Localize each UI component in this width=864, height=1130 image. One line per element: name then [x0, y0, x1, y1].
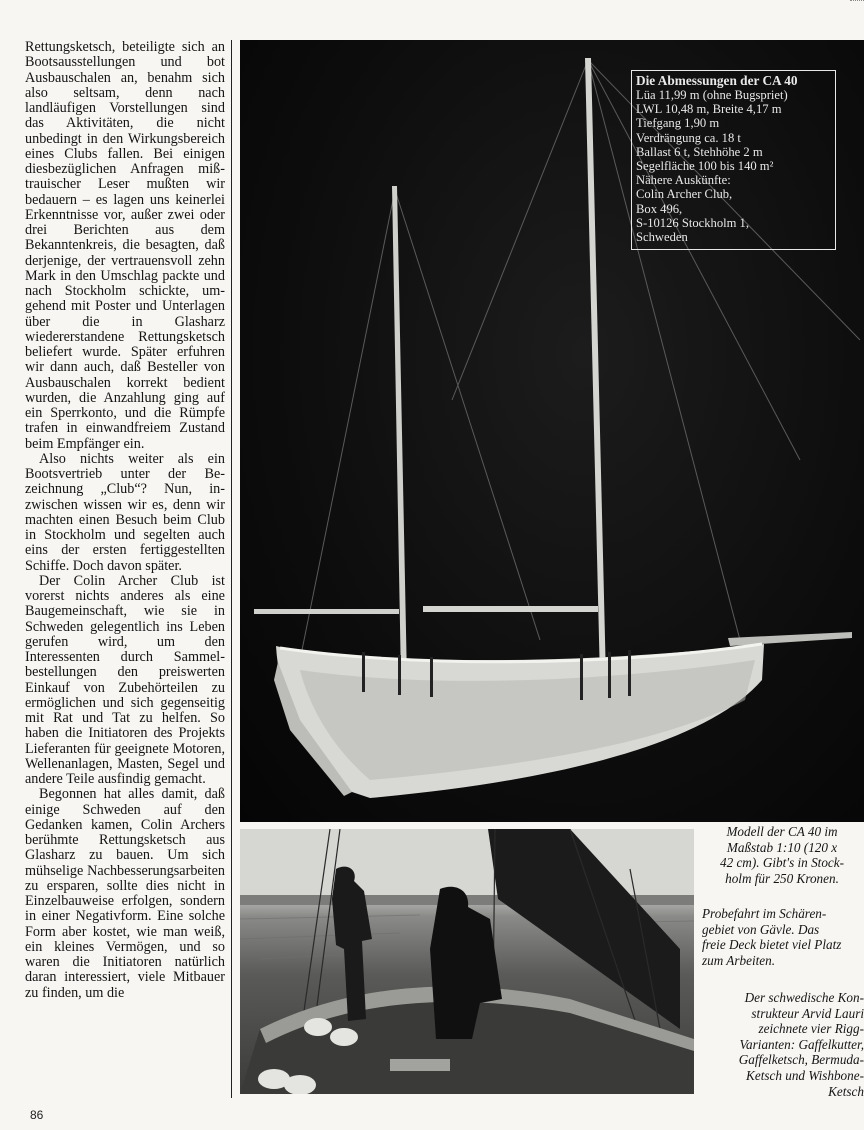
caption-trial-sail: [702, 906, 864, 968]
dimension-line: Tiefgang 1,90 m: [636, 116, 720, 131]
contact-line: Nähere Auskünfte:: [636, 173, 731, 188]
caption-line: Varianten: Gaffelkutter,: [739, 1036, 864, 1052]
caption-line: Probefahrt im Schären-: [702, 906, 827, 921]
page-number: 86: [30, 1108, 44, 1122]
caption-line: zeichnete vier Rigg-: [758, 1021, 864, 1037]
dimensions-title: Die Abmessungen der CA 40: [636, 73, 798, 88]
caption-designer: [700, 990, 864, 1099]
caption-model: [700, 824, 864, 886]
dimension-line: Segelfläche 100 bis 140 m²: [636, 159, 774, 174]
body-paragraph-2: Also nichts weiter als ein Bootsvertrieb unter der Bezeichnung „Club“? Nun, inzwischen wissen wir es, denn wir machten einen Besuch beim Club in Stockholm und segelten auch eins der ersten fertiggestellten Schiffe. Doch davon später.: [25, 450, 225, 574]
caption-line: 42 cm). Gibt's in Stock-: [719, 855, 845, 871]
trial-sail-photo: [240, 829, 694, 1094]
caption-line: zum Arbeiten.: [702, 952, 776, 968]
dimension-line: Ballast 6 t, Stehhöhe 2 m: [636, 144, 763, 159]
caption-line: gebiet von Gävle. Das: [702, 921, 820, 937]
corner-mark: [850, 0, 864, 7]
dimensions-box: [631, 70, 836, 250]
contact-line: Box 496,: [636, 201, 683, 216]
dimension-line: Verdrängung ca. 18 t: [636, 130, 741, 145]
contact-line: Colin Archer Club,: [636, 187, 733, 202]
dimension-line: Lüa 11,99 m (ohne Bugspriet): [636, 88, 788, 102]
contact-line: S-10126 Stockholm 1,: [636, 215, 749, 230]
caption-line: holm für 250 Kronen.: [725, 870, 839, 886]
body-paragraph-3: Der Colin Archer Club ist vorerst nichts anderes als eine Baugemeinschaft, wie sie in Schweden gelegentlich ins Leben gerufen wird, um den Interessenten durch Sammelbestellungen den preiswerten Einkauf von Zubehörteilen zu ermöglichen und sich gegenseitig mit Rat und Tat zu helfen. So haben die Initiatoren des Projekts Lieferanten für geeignete Motoren, Wellenanlagen, Masten, Segel und andere Teile ausfindig gemacht.: [25, 572, 225, 787]
body-paragraph-1: Rettungsketsch, beteiligte sich an Bootsausstellungen und bot Ausbauschalen an, benahm sich also seltsam, denn nach landläufigen Vorstellungen sind das Aktivitäten, die nicht unbedingt in den Wirkungsbereich eines Clubs fallen. Bei einigen diesbezüglichen Anfragen mißtrauischer Leser mußten wir bedauern – es lagen uns keinerlei Erkenntnisse vor, außer zwei oder drei Berichten aus dem Bekanntenkreis, die besagten, daß derjenige, der vertrauensvoll zehn Mark in den Umschlag packte und nach Stockholm schickte, umgehend mit Poster und Unterlagen über die in Glasharz wiedererstandene Rettungsketsch beliefert wurde. Später erfuhren wir dann auch, daß Besteller von Ausbauschalen korrekt bedient wurden, die Anzahlung ging auf ein Sperrkonto, und die Rümpfe trafen in einwandfreiem Zustand beim Empfänger ein.: [25, 39, 225, 452]
caption-line: Modell der CA 40 im: [726, 824, 838, 839]
model-boat-photo: [240, 40, 864, 822]
caption-line: strukteur Arvid Lauri: [751, 1005, 864, 1021]
caption-line: Der schwedische Kon-: [744, 990, 864, 1005]
caption-line: Gaffelketsch, Bermuda-: [738, 1052, 864, 1068]
body-text-column: [25, 40, 225, 1001]
caption-line: Ketsch: [828, 1083, 864, 1099]
trial-sail-illustration: [240, 829, 694, 1094]
body-paragraph-4: Begonnen hat alles damit, daß einige Schweden auf den Gedanken kamen, Colin Archers berühmte Rettungsketsch aus Glasharz zu bauen. Um sich mühselige Nachbesserungsarbeiten zu ersparen, sollte dies nicht in Einzelbauweise erfolgen, sondern in einer Negativform. Eine solche Form aber kostet, wie man weiß, ein kleines Vermögen, und so waren die Initiatoren natürlich daran interessiert, viele Mitbauer zu finden, um die: [25, 786, 225, 1001]
caption-line: Maßstab 1:10 (120 x: [726, 839, 838, 855]
caption-line: freie Deck bietet viel Platz: [702, 937, 842, 953]
caption-line: Ketsch und Wishbone-: [746, 1067, 864, 1083]
dimension-line: LWL 10,48 m, Breite 4,17 m: [636, 102, 782, 117]
contact-line: Schweden: [636, 230, 688, 245]
column-rule: [231, 40, 232, 1098]
